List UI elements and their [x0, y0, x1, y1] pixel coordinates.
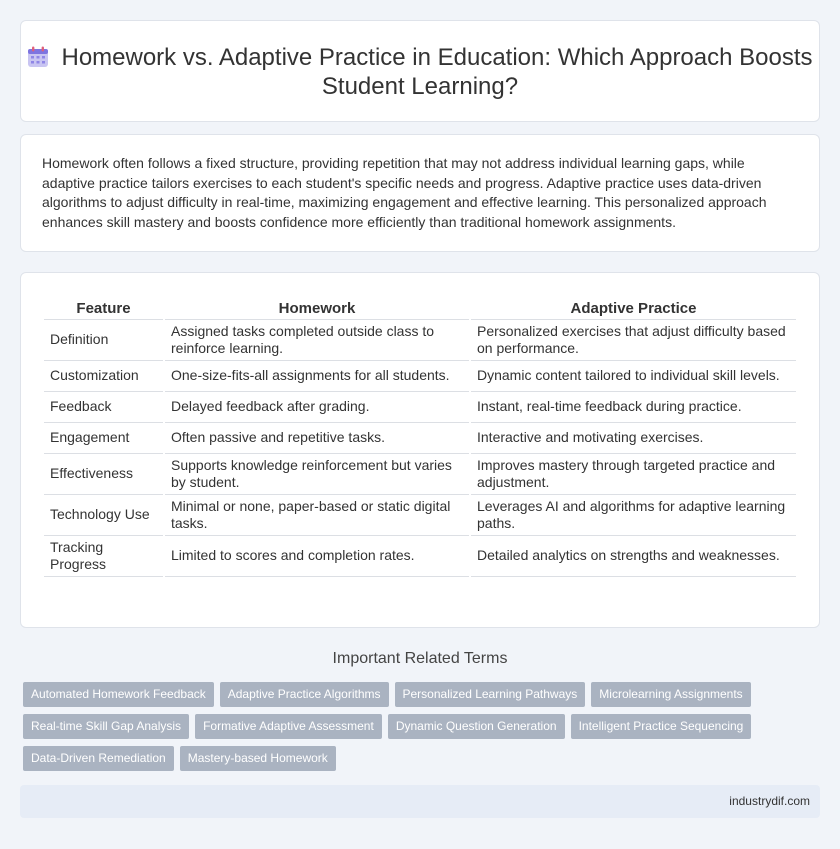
- adaptive-cell: Detailed analytics on strengths and weaknesses.: [471, 536, 796, 577]
- adaptive-cell: Dynamic content tailored to individual skill levels.: [471, 361, 796, 392]
- related-term-tag[interactable]: Real-time Skill Gap Analysis: [23, 714, 189, 739]
- homework-cell: Supports knowledge reinforcement but varies by student.: [165, 454, 469, 495]
- feature-cell: Engagement: [44, 423, 163, 454]
- homework-cell: Limited to scores and completion rates.: [165, 536, 469, 577]
- related-term-tag[interactable]: Microlearning Assignments: [591, 682, 750, 707]
- adaptive-cell: Improves mastery through targeted practice and adjustment.: [471, 454, 796, 495]
- intro-paragraph: Homework often follows a fixed structure, providing repetition that may not address individual learning gaps, while adaptive practice tailors exercises to each student's specific needs and progress. Adaptive practice uses data-driven algorithms to adjust difficulty in real-time, maximizing engagement and effective learning. This personalized approach enhances skill mastery and boosts confidence more efficiently than traditional homework assignments.: [42, 155, 767, 230]
- homework-cell: Delayed feedback after grading.: [165, 392, 469, 423]
- related-terms-list: [23, 682, 803, 778]
- header-feature: Feature: [44, 296, 163, 320]
- feature-cell: Tracking Progress: [44, 536, 163, 577]
- comparison-table: [42, 296, 798, 577]
- adaptive-cell: Interactive and motivating exercises.: [471, 423, 796, 454]
- related-term-tag[interactable]: Automated Homework Feedback: [23, 682, 214, 707]
- feature-cell: Technology Use: [44, 495, 163, 536]
- homework-cell: One-size-fits-all assignments for all students.: [165, 361, 469, 392]
- table-row: [44, 495, 796, 536]
- adaptive-cell: Leverages AI and algorithms for adaptive learning paths.: [471, 495, 796, 536]
- page-title: Homework vs. Adaptive Practice in Education: Which Approach Boosts Student Learning?: [61, 44, 813, 100]
- comparison-table-card: [20, 272, 820, 628]
- table-row: [44, 320, 796, 361]
- adaptive-cell: Personalized exercises that adjust difficulty based on performance.: [471, 320, 796, 361]
- intro-card: [20, 134, 820, 252]
- homework-cell: Minimal or none, paper-based or static digital tasks.: [165, 495, 469, 536]
- homework-cell: Often passive and repetitive tasks.: [165, 423, 469, 454]
- feature-cell: Feedback: [44, 392, 163, 423]
- header-homework: Homework: [165, 296, 469, 320]
- footer-site-link[interactable]: industrydif.com: [729, 794, 810, 808]
- feature-cell: Customization: [44, 361, 163, 392]
- table-row: [44, 361, 796, 392]
- related-term-tag[interactable]: Data-Driven Remediation: [23, 746, 174, 771]
- calendar-icon: [27, 46, 49, 68]
- feature-cell: Definition: [44, 320, 163, 361]
- homework-cell: Assigned tasks completed outside class to reinforce learning.: [165, 320, 469, 361]
- related-term-tag[interactable]: Mastery-based Homework: [180, 746, 336, 771]
- table-row: [44, 392, 796, 423]
- table-header-row: [44, 296, 796, 320]
- related-term-tag[interactable]: Formative Adaptive Assessment: [195, 714, 382, 739]
- related-term-tag[interactable]: Personalized Learning Pathways: [395, 682, 586, 707]
- footer: [20, 785, 820, 818]
- related-term-tag[interactable]: Intelligent Practice Sequencing: [571, 714, 752, 739]
- adaptive-cell: Instant, real-time feedback during practice.: [471, 392, 796, 423]
- table-row: [44, 423, 796, 454]
- related-terms-title: Important Related Terms: [332, 650, 508, 667]
- table-row: [44, 536, 796, 577]
- table-row: [44, 454, 796, 495]
- title-card: [20, 20, 820, 122]
- related-term-tag[interactable]: Adaptive Practice Algorithms: [220, 682, 389, 707]
- feature-cell: Effectiveness: [44, 454, 163, 495]
- related-term-tag[interactable]: Dynamic Question Generation: [388, 714, 565, 739]
- header-adaptive-practice: Adaptive Practice: [471, 296, 796, 320]
